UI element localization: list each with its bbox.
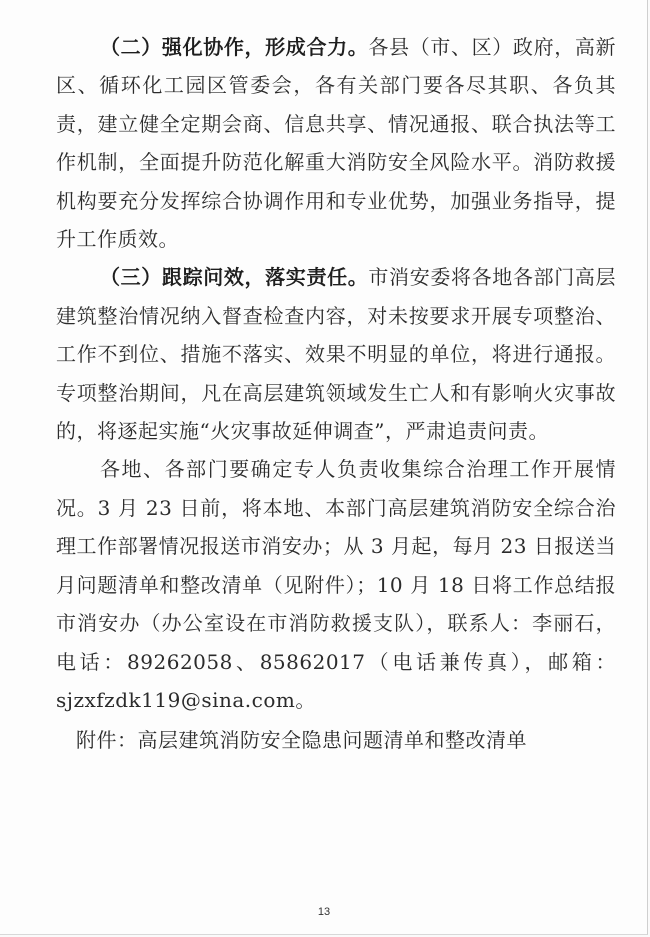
paragraph-heading: （三）跟踪问效，落实责任。 [100,265,369,290]
paragraph-strengthen-cooperation [56,28,616,258]
attachment-note: 附件：高层建筑消防安全隐患问题清单和整改清单 [76,728,527,752]
paragraph-reporting-requirements [56,450,616,719]
paragraph-text: 市消安委将各地各部门高层建筑整治情况纳入督查检查内容，对未按要求开展专项整治、工作不到位、措施不落实、效果不明显的单位，将进行通报。专项整治期间，凡在高层建筑领域发生亡人和有影响火灾事故的，将逐起实施“火灾事故延伸调查”，严肃追责问责。 [56,265,617,444]
paragraph-text: 各地、各部门要确定专人负责收集综合治理工作开展情况。3 月 23 日前，将本地、本部门高层建筑消防安全综合治理工作部署情况报送市消安办；从 3 月起，每月 23 日报送当月问题清单和整改清单（见附件）；10 月 18 日将工作总结报市消安办（办公室设在市消防救援支队），联系人：李丽石，电话：89262058、85862017（电话兼传真），邮箱：sjzxfzdk119@sina.com。 [56,457,616,712]
paragraph-track-effectiveness [56,258,616,450]
document-body [56,28,616,719]
paragraph-heading: （二）强化协作，形成合力。 [100,35,369,59]
page-number: 13 [317,906,331,918]
paragraph-text: 各县（市、区）政府，高新区、循环化工园区管委会，各有关部门要各尽其职、各负其责，建立健全定期会商、信息共享、情况通报、联合执法等工作机制，全面提升防范化解重大消防安全风险水平。消防救援机构要充分发挥综合协调作用和专业优势，加强业务指导，提升工作质效。 [56,35,617,252]
